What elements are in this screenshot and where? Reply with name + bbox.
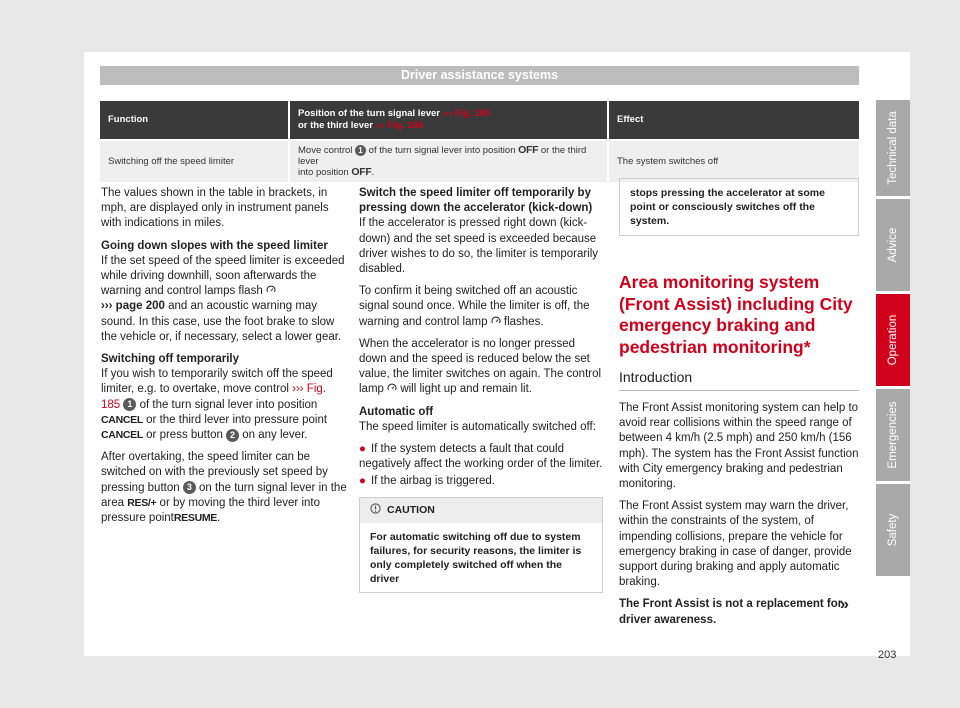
header-position: Position of the turn signal lever ››› Fig. 185 or the third lever ››› Fig. 186 bbox=[289, 101, 608, 140]
caution-continued-box: stops pressing the accelerator at some point or consciously switches off the system. bbox=[619, 178, 859, 236]
table-header-row bbox=[100, 101, 859, 140]
heading-auto-off: Automatic off bbox=[359, 405, 434, 418]
auto-off-paragraph: The speed limiter is automatically switched off: bbox=[359, 420, 596, 433]
speed-limiter-lamp-icon bbox=[266, 285, 276, 295]
heading-temp-off: Switching off temporarily bbox=[101, 353, 240, 366]
caution-icon bbox=[370, 503, 381, 514]
section-title: Area monitoring system (Front Assist) including City emergency braking and pedestrian monitoring* bbox=[619, 272, 853, 357]
subsection-title: Introduction bbox=[619, 368, 859, 391]
after-overtake-paragraph: After overtaking, the speed limiter can be switched on with the previously set speed by pressing button 3 on the turn signal lever in the area RES/+ or by moving the third lever into pressure pointRESUME. bbox=[101, 451, 347, 525]
table-row bbox=[100, 140, 859, 182]
heading-downhill: Going down slopes with the speed limiter bbox=[101, 239, 328, 252]
side-tabs bbox=[876, 100, 910, 579]
front-assist-paragraph-2: The Front Assist system may warn the driver, within the constraints of the system, of impending collisions, prepare the vehicle for emergency braking in case of danger, provide support during braking and apply automatic braking. bbox=[619, 500, 852, 589]
function-table bbox=[100, 101, 859, 182]
downhill-paragraph: If the set speed of the speed limiter is exceeded while driving downhill, soon afterwards the warning and control lamps flash ››› page 200 and an acoustic warning may sound. In this case, use the foot brake to slow the vehicle or, if necessary, select a lower gear. bbox=[101, 254, 345, 343]
fig-185-link[interactable]: ››› Fig. 185 bbox=[442, 108, 491, 119]
callout-1: 1 bbox=[355, 145, 366, 156]
temp-off-paragraph: If you wish to temporarily switch off the speed limiter, e.g. to overtake, move control ››› Fig. 185 1 of the turn signal lever into position CANCEL or the third lever into pressure point CANCEL or press button 2 on any lever. bbox=[101, 368, 333, 442]
bullet-icon: ● bbox=[359, 475, 366, 488]
fig-185-link-2[interactable]: ››› Fig. 185 bbox=[101, 383, 326, 411]
page-number: 203 bbox=[878, 649, 897, 661]
bullet-icon: ● bbox=[359, 443, 366, 456]
continue-icon: » bbox=[840, 596, 849, 613]
front-assist-paragraph-1: The Front Assist monitoring system can help to avoid rear collisions within the speed range of between 4 km/h (2.5 mph) and 250 km/h (156 mph). The system has the Front Assist function with City emergency braking and pedestrian monitoring. bbox=[619, 402, 859, 491]
caution-text: For automatic switching off due to system failures, for security reasons, the limiter is only completely switched off when the driver bbox=[370, 530, 582, 585]
heading-kickdown: Switch the speed limiter off temporarily by pressing down the accelerator (kick-down) bbox=[359, 187, 593, 215]
speed-limiter-lamp-icon bbox=[387, 383, 397, 393]
cell-position: Move control 1 of the turn signal lever into position OFF or the third lever into position OFF. bbox=[289, 140, 608, 182]
caution-header: CAUTION bbox=[360, 498, 602, 523]
reactivate-paragraph: When the accelerator is no longer pressed down and the speed is reduced below the set value, the limiter switches on again. The control lamp will light up and remain lit. bbox=[359, 337, 602, 396]
kickdown-paragraph: If the accelerator is pressed right down (kick-down) and the set speed is exceeded because driver wishes to do so, the limiter is temporarily disabled. bbox=[359, 217, 599, 276]
header-effect: Effect bbox=[608, 101, 859, 140]
header-function: Function bbox=[100, 101, 289, 140]
page-200-link[interactable]: ››› page 200 bbox=[101, 300, 165, 313]
intro-paragraph: The values shown in the table in brackets, in mph, are displayed only in instrument panels with indications in miles. bbox=[101, 187, 329, 230]
callout-2: 2 bbox=[226, 429, 239, 442]
cell-effect: The system switches off bbox=[608, 140, 859, 182]
fig-186-link[interactable]: ››› Fig. 186 bbox=[375, 120, 424, 131]
column-right bbox=[619, 186, 859, 635]
tab-advice[interactable]: Advice bbox=[876, 199, 910, 291]
column-left bbox=[101, 186, 347, 533]
caution-box bbox=[359, 497, 603, 593]
list-item: ● If the system detects a fault that could negatively affect the working order of the limiter. bbox=[359, 443, 603, 471]
speed-limiter-lamp-icon bbox=[491, 316, 501, 326]
front-assist-note: The Front Assist is not a replacement for driver awareness. bbox=[619, 598, 843, 626]
callout-3: 3 bbox=[183, 481, 196, 494]
tab-emergencies[interactable]: Emergencies bbox=[876, 389, 910, 481]
list-item: ● If the airbag is triggered. bbox=[359, 475, 495, 488]
tab-safety[interactable]: Safety bbox=[876, 484, 910, 576]
tab-technical-data[interactable]: Technical data bbox=[876, 100, 910, 196]
column-middle bbox=[359, 186, 603, 593]
callout-1: 1 bbox=[123, 398, 136, 411]
chapter-header: Driver assistance systems bbox=[100, 66, 859, 85]
tab-operation[interactable]: Operation bbox=[876, 294, 910, 386]
confirm-paragraph: To confirm it being switched off an acoustic signal sound once. While the limiter is off, the warning and control lamp flashes. bbox=[359, 285, 590, 328]
cell-function: Switching off the speed limiter bbox=[100, 140, 289, 182]
